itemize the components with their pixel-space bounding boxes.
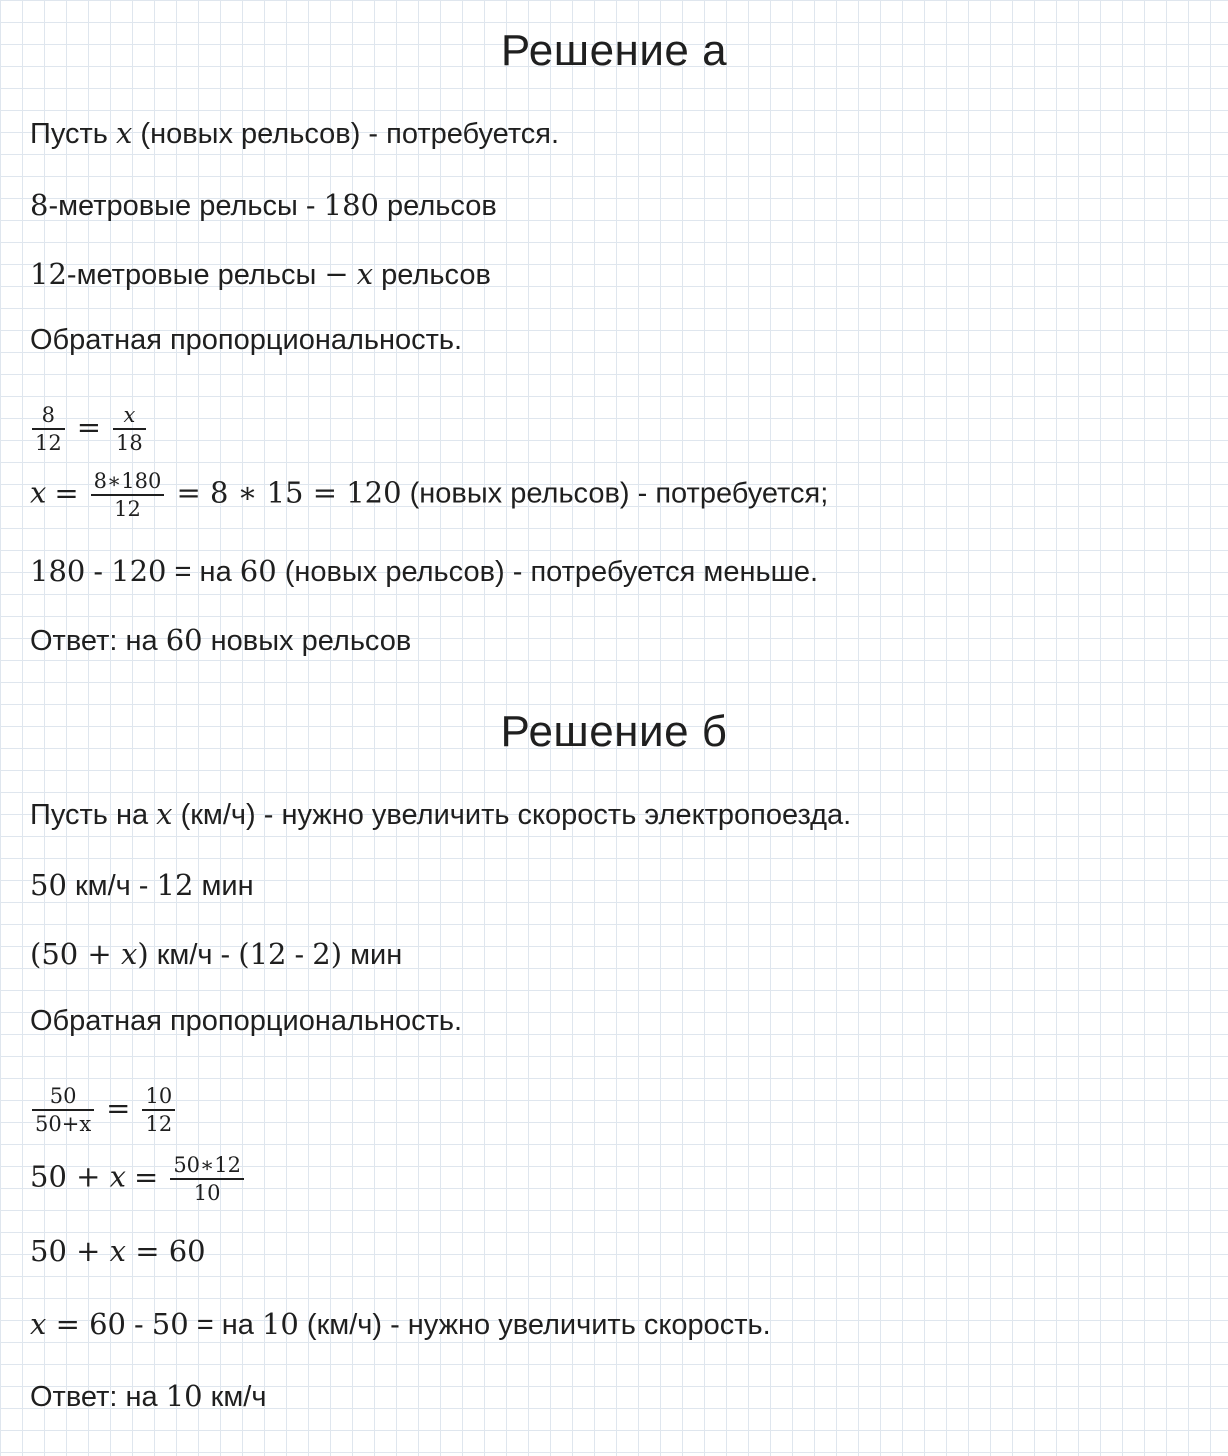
fraction: $\frac{50∗12}{10}$ — [170, 1152, 244, 1206]
section-b-line-1: Пусть на x (км/ч) - нужно увеличить скорость электропоезда. — [30, 797, 852, 831]
section-b-line-6: x = 60 - 50 = на 10 (км/ч) - нужно увеличить скорость. — [30, 1307, 771, 1341]
variable-x: x — [115, 116, 133, 150]
section-a-title: Решение а — [500, 26, 728, 75]
section-a-answer: Ответ: на 60 новых рельсов — [30, 623, 412, 657]
section-b-line-2: 50 км/ч - 12 мин — [30, 868, 254, 902]
section-a-line-1: Пусть x (новых рельсов) - потребуется. — [30, 116, 560, 150]
section-b-line-5: 50 + x = 60 — [30, 1234, 206, 1268]
section-b-answer: Ответ: на 10 км/ч — [30, 1379, 267, 1413]
section-a-fraction-1: $\frac{8}{12}$ = $\frac{x}{18}$ — [30, 402, 150, 456]
variable-x: x — [156, 797, 173, 831]
section-a-line-2: 8-метровые рельсы - 180 рельсов — [30, 188, 497, 222]
section-b-line-4: Обратная пропорциональность. — [30, 1005, 463, 1037]
fraction: $\frac{x}{18}$ — [113, 402, 146, 456]
fraction: $\frac{8∗180}{12}$ — [91, 468, 165, 522]
section-b-title: Решение б — [500, 707, 728, 756]
section-b-fraction-2: 50 + x = $\frac{50∗12}{10}$ — [30, 1152, 248, 1206]
section-a-line-5: 180 - 120 = на 60 (новых рельсов) - потребуется меньше. — [30, 554, 819, 588]
variable-x: x — [356, 257, 374, 291]
section-b-fraction-1: $\frac{50}{50+x}$ = $\frac{10}{12}$ — [30, 1083, 179, 1137]
section-a-line-4: Обратная пропорциональность. — [30, 324, 463, 356]
section-a-line-3: 12-метровые рельсы − x рельсов — [30, 257, 491, 291]
fraction: $\frac{8}{12}$ — [32, 402, 65, 456]
fraction: $\frac{50}{50+x}$ — [32, 1083, 94, 1137]
section-b-line-3: (50 + x) км/ч - (12 - 2) мин — [30, 937, 403, 971]
section-a-fraction-2: x = $\frac{8∗180}{12}$ = 8 ∗ 15 = 120 (новых рельсов) - потребуется; — [30, 469, 829, 521]
fraction: $\frac{10}{12}$ — [142, 1083, 175, 1137]
